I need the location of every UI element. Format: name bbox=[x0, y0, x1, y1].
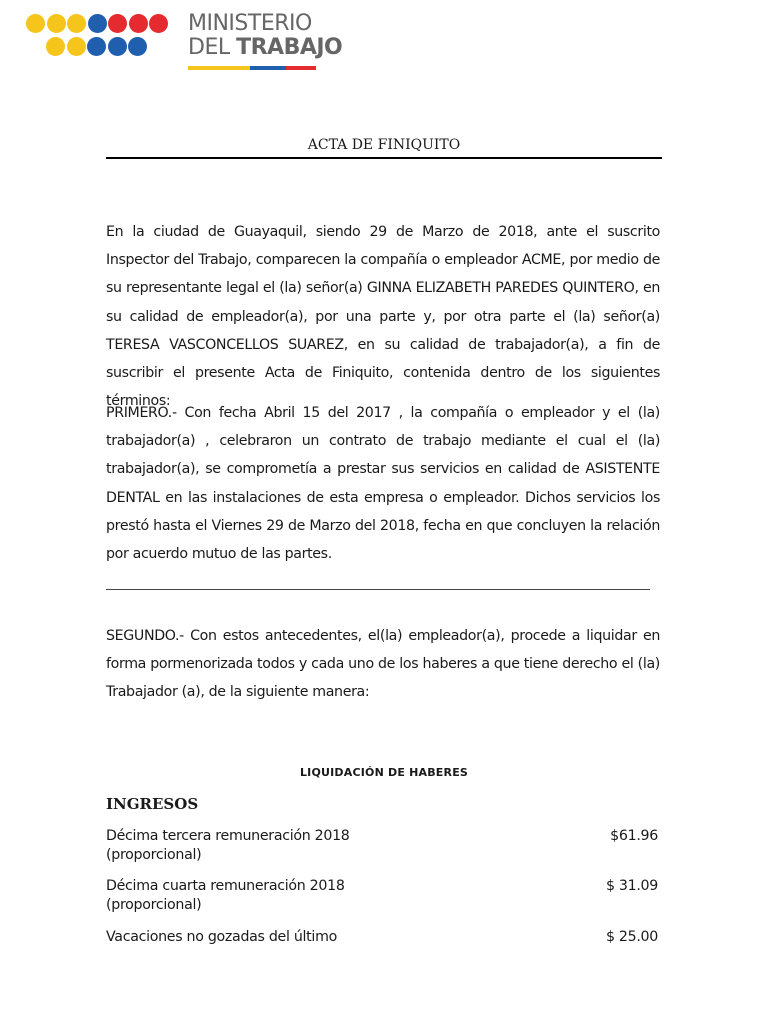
logo-dot bbox=[26, 14, 45, 33]
income-item-note: (proporcional) bbox=[106, 897, 202, 913]
income-item-note: (proporcional) bbox=[106, 847, 202, 863]
paragraph-segundo: SEGUNDO.- Con estos antecedentes, el(la) empleador(a), procede a liquidar en forma pormenorizada todos y cada uno de los haberes a que tiene derecho el (la) Trabajador (a), de la siguiente manera: bbox=[106, 628, 660, 701]
logo-line-2 bbox=[188, 36, 348, 60]
logo-dot bbox=[47, 14, 66, 33]
income-item-name: Décima cuarta remuneración 2018 bbox=[106, 878, 345, 894]
logo-dot bbox=[46, 37, 65, 56]
income-item-name: Décima tercera remuneración 2018 bbox=[106, 828, 350, 844]
income-item-label bbox=[106, 827, 374, 865]
section-title-liquidacion: LIQUIDACIÓN DE HABERES bbox=[299, 766, 469, 779]
paragraph-intro: En la ciudad de Guayaquil, siendo 29 de Marzo de 2018, ante el suscrito Inspector del Trabajo, comparecen la compañía o empleador ACME, por medio de su representante legal el (la) señor(a) GINNA ELIZABETH PAREDES QUINTERO, en su calidad de empleador(a), por una parte y, por otra parte el (la) señor(a) TERESA VASCONCELLOS SUAREZ, en su calidad de trabajador(a), a fin de suscribir el presente Acta de Finiquito, contenida dentro de los siguientes términos: bbox=[106, 224, 660, 410]
ingresos-heading: INGRESOS bbox=[106, 795, 199, 813]
income-item-amount: $ 31.09 bbox=[605, 878, 658, 894]
separator-line bbox=[106, 589, 650, 590]
logo-dot bbox=[149, 14, 168, 33]
ministerio-logo bbox=[26, 12, 346, 74]
logo-bar-segment bbox=[286, 66, 316, 70]
logo-dot bbox=[87, 37, 106, 56]
logo-dot bbox=[108, 37, 127, 56]
logo-line-2-bold: TRABAJO bbox=[236, 35, 343, 60]
logo-dot bbox=[67, 37, 86, 56]
logo-line-1: MINISTERIO bbox=[188, 11, 312, 36]
income-item-name: Vacaciones no gozadas del último bbox=[106, 929, 337, 945]
logo-bar-segment bbox=[250, 66, 286, 70]
logo-dots-icon bbox=[26, 12, 176, 60]
document-title: ACTA DE FINIQUITO bbox=[307, 137, 461, 153]
logo-dot bbox=[88, 14, 107, 33]
logo-dot bbox=[108, 14, 127, 33]
logo-line-2-light: DEL bbox=[188, 35, 237, 60]
logo-bar-segment bbox=[188, 66, 250, 70]
logo-wordmark bbox=[188, 12, 348, 60]
paragraph-primero: PRIMERO.- Con fecha Abril 15 del 2017 , la compañía o empleador y el (la) trabajador(a) , celebraron un contrato de trabajo mediante el cual el (la) trabajador(a), se comprometía a prestar sus servicios en calidad de ASISTENTE DENTAL en las instalaciones de esta empresa o empleador. Dichos servicios los prestó hasta el Viernes 29 de Marzo del 2018, fecha en que concluyen la relación por acuerdo mutuo de las partes. bbox=[106, 405, 660, 563]
income-item-label bbox=[106, 877, 374, 915]
logo-dot bbox=[67, 14, 86, 33]
logo-dot bbox=[129, 14, 148, 33]
title-underline bbox=[106, 157, 662, 159]
logo-dot bbox=[128, 37, 147, 56]
income-item-amount: $61.96 bbox=[610, 828, 658, 844]
income-item-label bbox=[106, 928, 374, 947]
income-item-amount: $ 25.00 bbox=[605, 929, 658, 945]
